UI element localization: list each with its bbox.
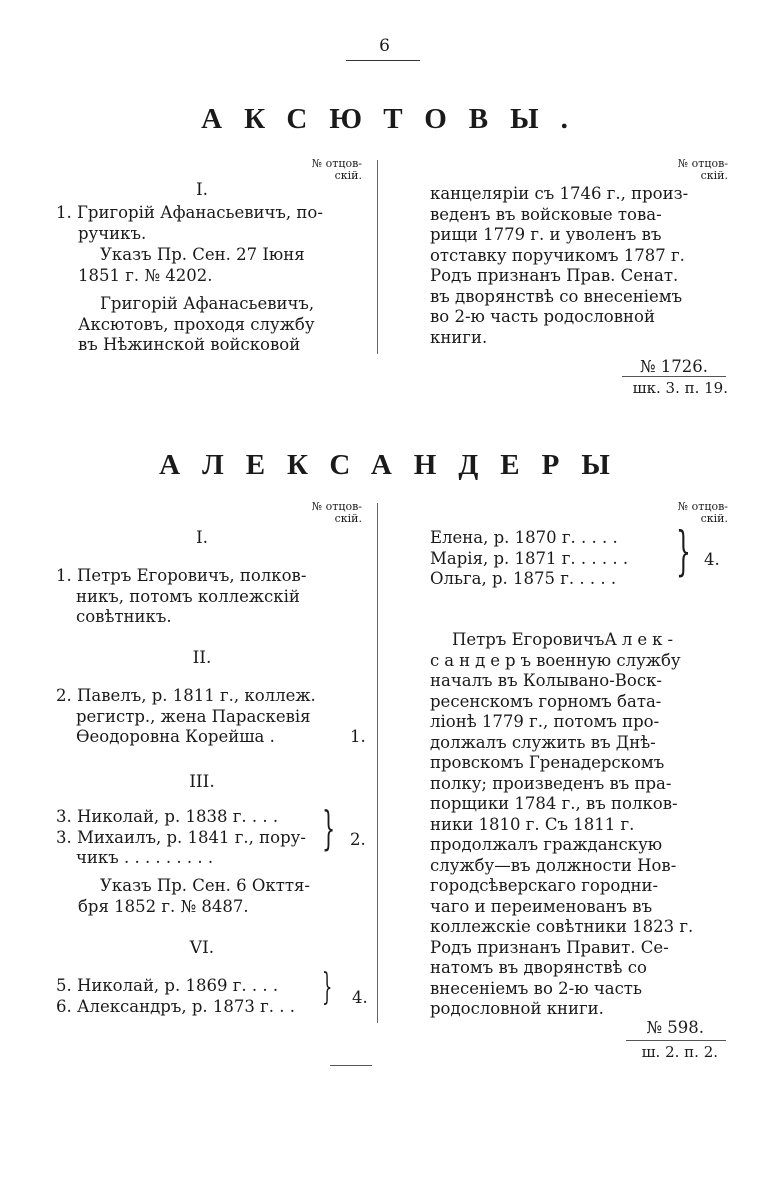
father-column-header-left: № отцов- скій. bbox=[311, 500, 362, 525]
record-rule bbox=[626, 1040, 726, 1041]
generation-numeral: II. bbox=[192, 648, 212, 668]
father-column-header-left: № отцов- скій. bbox=[311, 157, 362, 182]
person-entry: 2. Павелъ, р. 1811 г., коллеж. регистр., жена Параскевія Ѳеодоровна Корейша . bbox=[56, 686, 316, 746]
column-divider bbox=[377, 160, 378, 354]
page-number: 6 bbox=[379, 36, 390, 56]
senate-decree: Указъ Пр. Сен. 27 Іюня 1851 г. № 4202. bbox=[78, 245, 305, 285]
person-entry: 1. Григорій Афанасьевичъ, по- ручикъ. bbox=[56, 203, 323, 243]
narrative-right: канцеляріи съ 1746 г., произ- веденъ въ войсковые това- рищи 1779 г. и уволенъ въ отставку поручикомъ 1787 г. Родъ признанъ Прав. Сенат. въ дворянствѣ со внесеніемъ во 2-ю часть родословной книги. bbox=[430, 184, 689, 347]
person-entry: 3. Николай, р. 1838 г. . . . 3. Михаилъ, р. 1841 г., пору- чикъ . . . . . . . . . bbox=[56, 807, 306, 867]
column-end-rule bbox=[330, 1065, 372, 1066]
page-number-rule bbox=[346, 60, 420, 61]
right-brace-icon: } bbox=[322, 801, 336, 855]
daughters-list: Елена, р. 1870 г. . . . . Марія, р. 1871 г. . . . . . Ольга, р. 1875 г. . . . . bbox=[430, 528, 629, 588]
father-number: 4. bbox=[352, 988, 368, 1007]
father-number: 2. bbox=[350, 830, 366, 849]
generation-numeral: I. bbox=[195, 180, 209, 200]
generation-numeral: I. bbox=[195, 528, 209, 548]
generation-numeral: III. bbox=[189, 772, 215, 792]
father-number: 1. bbox=[350, 727, 366, 746]
family-title-aksyutovy: АКСЮТОВЫ. bbox=[201, 103, 590, 135]
right-brace-icon: } bbox=[676, 522, 691, 582]
shelf-reference: шк. 3. п. 19. bbox=[632, 379, 728, 397]
father-column-header-right: № отцов- скій. bbox=[677, 157, 728, 182]
shelf-reference: ш. 2. п. 2. bbox=[641, 1043, 718, 1061]
right-brace-icon: } bbox=[322, 967, 333, 1008]
father-number: 4. bbox=[704, 550, 720, 569]
narrative: Петръ Егоровичъ Алек- сандеръ военную службу началъ въ Колывано-Воск- ресенскомъ горномъ бата- ліонѣ 1779 г., потомъ про- должалъ служить въ Днѣ- провскомъ Гренадерскомъ полку; произведенъ въ пра- порщики 1784 г., въ полков- ники 1810 г. Съ 1811 г. продолжалъ гражданскую службу—въ должности Нов- городсѣверскаго городни- чаго и переименованъ въ коллежскіе совѣтники 1823 г. Родъ признанъ Правит. Се- натомъ въ дворянствѣ со внесеніемъ во 2-ю часть родословной книги. bbox=[430, 630, 694, 1018]
person-entry: 1. Петръ Егоровичъ, полков- никъ, потомъ коллежскій совѣтникъ. bbox=[56, 566, 307, 626]
family-title-aleksandery: АЛЕКСАНДЕРЫ bbox=[159, 449, 632, 481]
record-rule bbox=[622, 376, 726, 377]
generation-numeral: VI. bbox=[189, 938, 215, 958]
narrative-left: Григорій Афанасьевичъ, Аксютовъ, проходя службу въ Нѣжинской войсковой bbox=[78, 294, 315, 354]
senate-decree: Указъ Пр. Сен. 6 Окття- бря 1852 г. № 8487. bbox=[78, 876, 310, 916]
column-divider bbox=[377, 503, 378, 1023]
father-column-header-right: № отцов- скій. bbox=[677, 500, 728, 525]
person-entry: 5. Николай, р. 1869 г. . . . 6. Александръ, р. 1873 г. . . bbox=[56, 976, 295, 1016]
record-number: № 598. bbox=[646, 1018, 704, 1037]
record-number: № 1726. bbox=[639, 357, 708, 376]
